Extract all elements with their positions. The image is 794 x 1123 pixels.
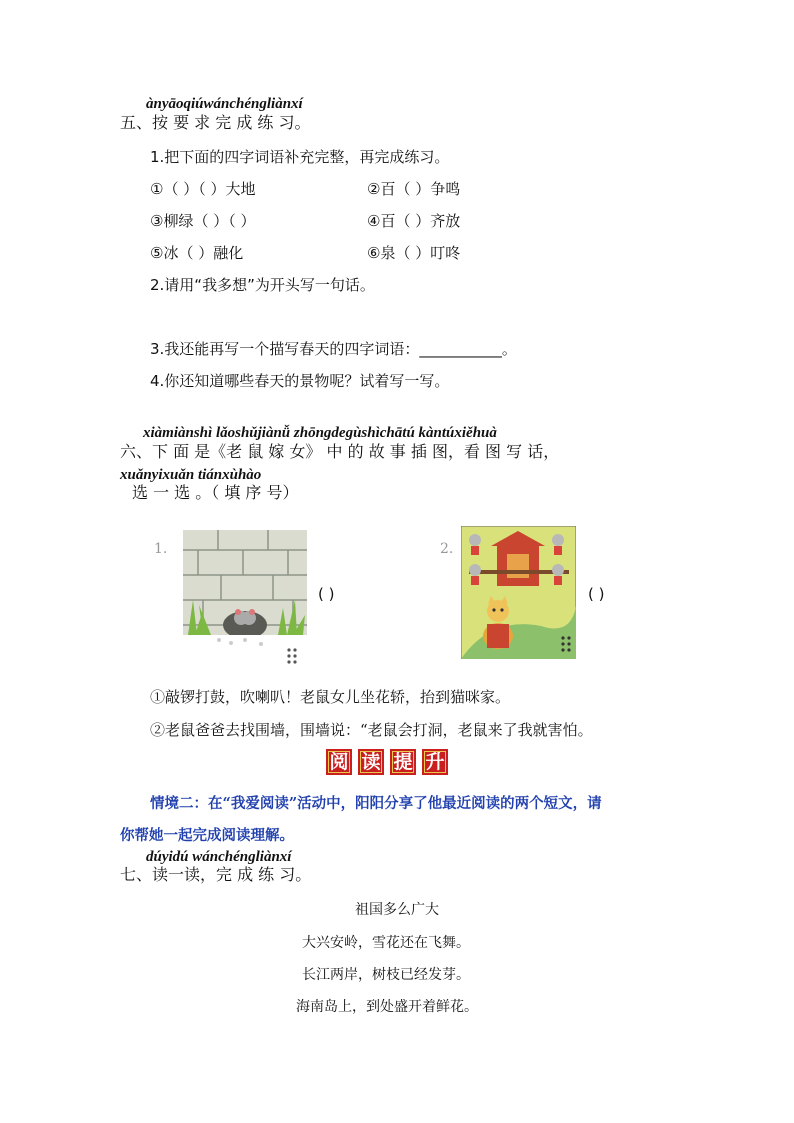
banner-char-4: 升	[422, 749, 448, 775]
section5-title: 五、按 要 求 完 成 练 习。	[120, 113, 311, 132]
section7-pinyin: dúyidú wánchéngliànxí	[146, 849, 292, 865]
picture1-answer-parens[interactable]: ( )	[318, 585, 335, 603]
option-sentence-1: ①敲锣打鼓，吹喇叭！老鼠女儿坐花轿，抬到猫咪家。	[150, 688, 511, 706]
picture1-number: 1.	[154, 541, 168, 557]
word-blank-6: ⑥泉（ ）叮咚	[367, 244, 461, 262]
section5-item-1: 1.把下面的四字词语补充完整，再完成练习。	[150, 148, 450, 166]
word-blank-5: ⑤冰（ ）融化	[150, 244, 244, 262]
poem-line-3: 海南岛上，到处盛开着鲜花。	[296, 999, 478, 1015]
section6-pinyin-1: xiàmiànshì lǎoshǔjiànǚ zhōngdegùshìchātú kàntúxiěhuà	[143, 425, 497, 441]
picture2-answer-parens[interactable]: ( )	[588, 585, 605, 603]
word-blank-3: ③柳绿（ ）（ ）	[150, 212, 256, 230]
reading-banner	[326, 749, 454, 775]
banner-char-1: 阅	[326, 749, 352, 775]
section6-title-1: 六、下 面 是《老 鼠 嫁 女》 中 的 故 事 插 图，看 图 写 话，	[120, 442, 560, 461]
word-blank-1: ①（ ）（ ）大地	[150, 180, 256, 198]
section5-item-3: 3.我还能再写一个描写春天的四字词语：___________。	[150, 340, 517, 358]
option-sentence-2: ②老鼠爸爸去找围墙，围墙说：“老鼠会打洞，老鼠来了我就害怕。	[150, 721, 593, 739]
wall-mouse-illustration	[183, 530, 307, 666]
section6-title-2: 选 一 选 。（ 填 序 号）	[132, 483, 299, 502]
banner-char-2: 读	[358, 749, 384, 775]
section6-pinyin-2: xuǎnyixuǎn tiánxùhào	[120, 467, 262, 483]
banner-char-3: 提	[390, 749, 416, 775]
poem-line-1: 大兴安岭，雪花还在飞舞。	[302, 935, 470, 951]
section5-item-2: 2.请用“我多想”为开头写一句话。	[150, 276, 375, 294]
word-blank-2: ②百（ ）争鸣	[367, 180, 461, 198]
context-line-2: 你帮她一起完成阅读理解。	[120, 827, 294, 844]
section5-pinyin: ànyāoqiúwánchéngliànxí	[146, 96, 303, 112]
section5-item-4: 4.你还知道哪些春天的景物呢？试着写一写。	[150, 372, 450, 390]
section7-title: 七、读一读，完 成 练 习。	[120, 865, 312, 884]
poem-line-2: 长江两岸，树枝已经发芽。	[302, 967, 470, 983]
word-blank-4: ④百（ ）齐放	[367, 212, 461, 230]
picture2-number: 2.	[440, 541, 454, 557]
sedan-chair-illustration	[461, 526, 576, 659]
poem-title: 祖国多么广大	[355, 902, 439, 918]
context-line-1: 情境二：在“我爱阅读”活动中，阳阳分享了他最近阅读的两个短文，请	[150, 795, 602, 812]
